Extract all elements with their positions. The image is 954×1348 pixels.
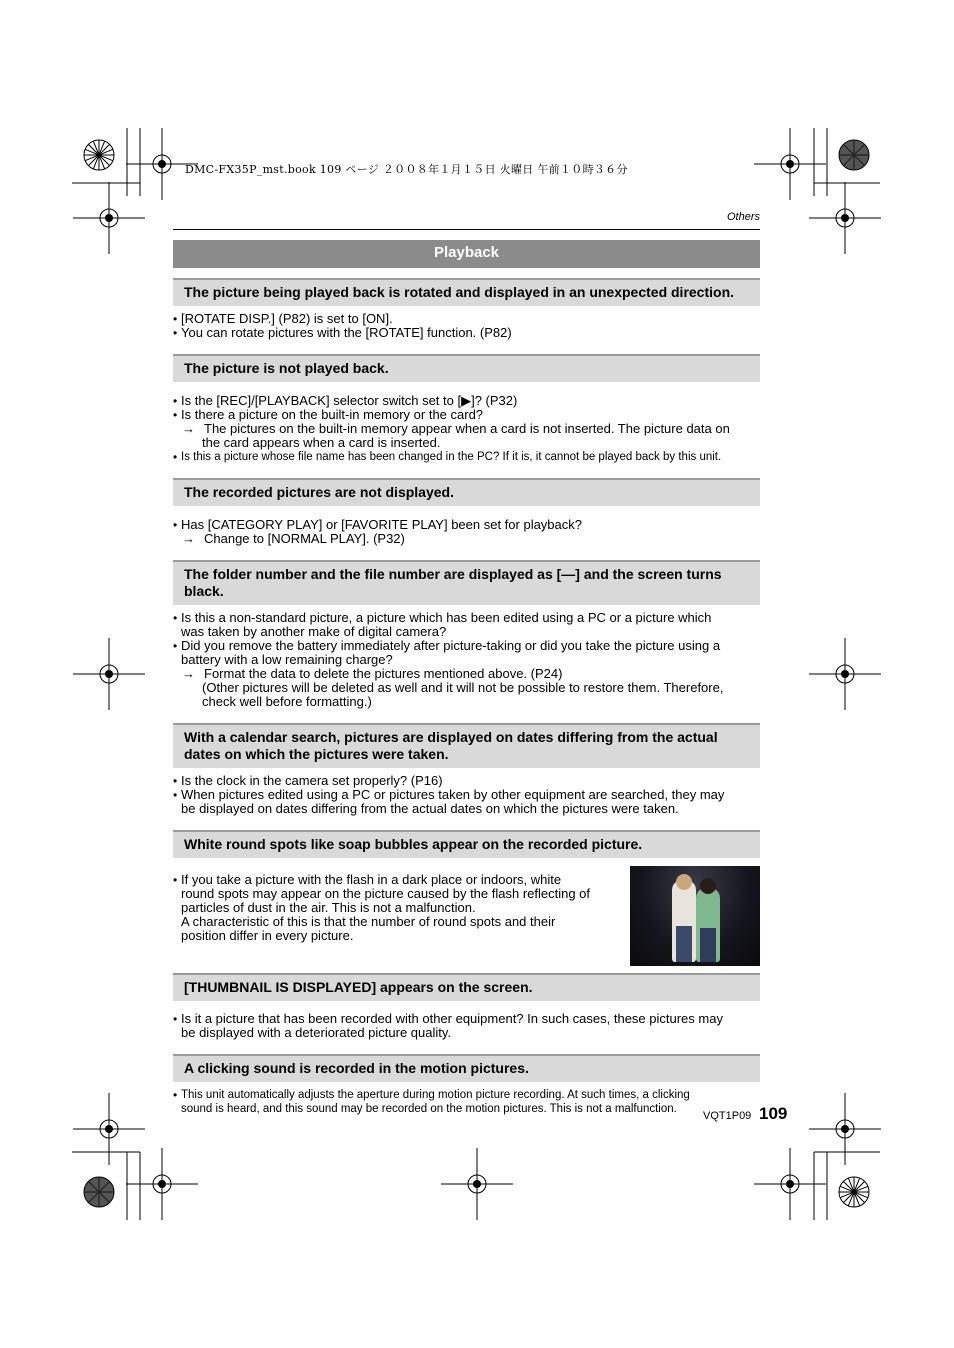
answer-line: • Is the clock in the camera set properly? (P16) xyxy=(173,774,760,788)
answer-line: • Is this a picture whose file name has been changed in the PC? If it is, it cannot be played back by this unit. xyxy=(173,450,760,464)
answer-line: sound is heard, and this sound may be recorded on the motion pictures. This is not a malfunction. xyxy=(181,1103,677,1115)
answer-list xyxy=(173,382,760,464)
question-box: With a calendar search, pictures are displayed on dates differing from the actual dates on which the pictures were taken. xyxy=(173,723,760,768)
answer-line: particles of dust in the air. This is not a malfunction. xyxy=(181,900,476,915)
question-box: A clicking sound is recorded in the motion pictures. xyxy=(173,1054,760,1082)
answer-line: • Is the [REC]/[PLAYBACK] selector switch set to [▶]? (P32) xyxy=(173,394,760,408)
answer-line: • Is it a picture that has been recorded with other equipment? In such cases, these pictures may xyxy=(173,1012,760,1026)
print-info: DMC-FX35P_mst.book 109 ページ ２００８年１月１５日 火曜日 午前１０時３６分 xyxy=(185,163,628,176)
arrow-icon: → xyxy=(182,421,195,436)
question-box: White round spots like soap bubbles appear on the recorded picture. xyxy=(173,830,760,858)
answer-list xyxy=(173,1082,760,1116)
answer-line: battery with a low remaining charge? xyxy=(181,652,393,667)
section-label: Others xyxy=(726,211,760,223)
answer-line: (Other pictures will be deleted as well and it will not be possible to restore them. Therefore, xyxy=(202,680,724,695)
header-rule xyxy=(173,229,760,230)
answer-list xyxy=(173,768,760,816)
answer-line: • When pictures edited using a PC or pictures taken by other equipment are searched, they may xyxy=(173,788,760,802)
answer-list xyxy=(173,506,760,546)
question-box: [THUMBNAIL IS DISPLAYED] appears on the screen. xyxy=(173,973,760,1001)
answer-line: position differ in every picture. xyxy=(181,928,354,943)
faq-content xyxy=(173,278,760,1116)
question-box: The picture being played back is rotated and displayed in an unexpected direction. xyxy=(173,278,760,306)
answer-list xyxy=(173,1001,760,1040)
answer-line: • Did you remove the battery immediately after picture-taking or did you take the picture using a xyxy=(173,639,760,653)
answer-line: • This unit automatically adjusts the aperture during motion picture recording. At such times, a clicking xyxy=(173,1088,760,1102)
answer-line: • Is this a non-standard picture, a picture which has been edited using a PC or a picture which xyxy=(173,611,760,625)
example-photo xyxy=(630,866,760,966)
arrow-icon: → xyxy=(182,531,195,546)
answer-line: • Has [CATEGORY PLAY] or [FAVORITE PLAY] been set for playback? xyxy=(173,518,760,532)
answer-line: the card appears when a card is inserted. xyxy=(202,435,441,450)
document-code: VQT1P09 xyxy=(703,1110,752,1122)
answer-line: → Change to [NORMAL PLAY]. (P32) xyxy=(182,531,405,546)
answer-line: check well before formatting.) xyxy=(202,694,372,709)
answer-list xyxy=(173,306,760,340)
answer-line: A characteristic of this is that the number of round spots and their xyxy=(181,914,556,929)
page-title: Playback xyxy=(173,240,760,268)
answer-line: • You can rotate pictures with the [ROTATE] function. (P82) xyxy=(173,326,760,340)
answer-line: be displayed with a deteriorated picture quality. xyxy=(181,1025,452,1040)
answer-line: round spots may appear on the picture caused by the flash reflecting of xyxy=(181,886,591,901)
answer-list xyxy=(173,858,760,966)
answer-line: was taken by another make of digital camera? xyxy=(181,624,447,639)
question-box: The picture is not played back. xyxy=(173,354,760,382)
answer-line: • [ROTATE DISP.] (P82) is set to [ON]. xyxy=(173,312,760,326)
question-box: The recorded pictures are not displayed. xyxy=(173,478,760,506)
question-box: The folder number and the file number are displayed as [—] and the screen turns black. xyxy=(173,560,760,605)
answer-line: • Is there a picture on the built-in memory or the card? xyxy=(173,408,760,422)
answer-list xyxy=(173,605,760,709)
answer-line: • If you take a picture with the flash in a dark place or indoors, white xyxy=(173,873,619,887)
answer-line: be displayed on dates differing from the actual dates on which the pictures were taken. xyxy=(181,801,679,816)
answer-line: → The pictures on the built-in memory appear when a card is not inserted. The picture data on xyxy=(182,421,730,436)
arrow-icon: → xyxy=(182,666,195,681)
answer-line: → Format the data to delete the pictures mentioned above. (P24) xyxy=(182,666,563,681)
page-number: 109 xyxy=(759,1104,788,1123)
